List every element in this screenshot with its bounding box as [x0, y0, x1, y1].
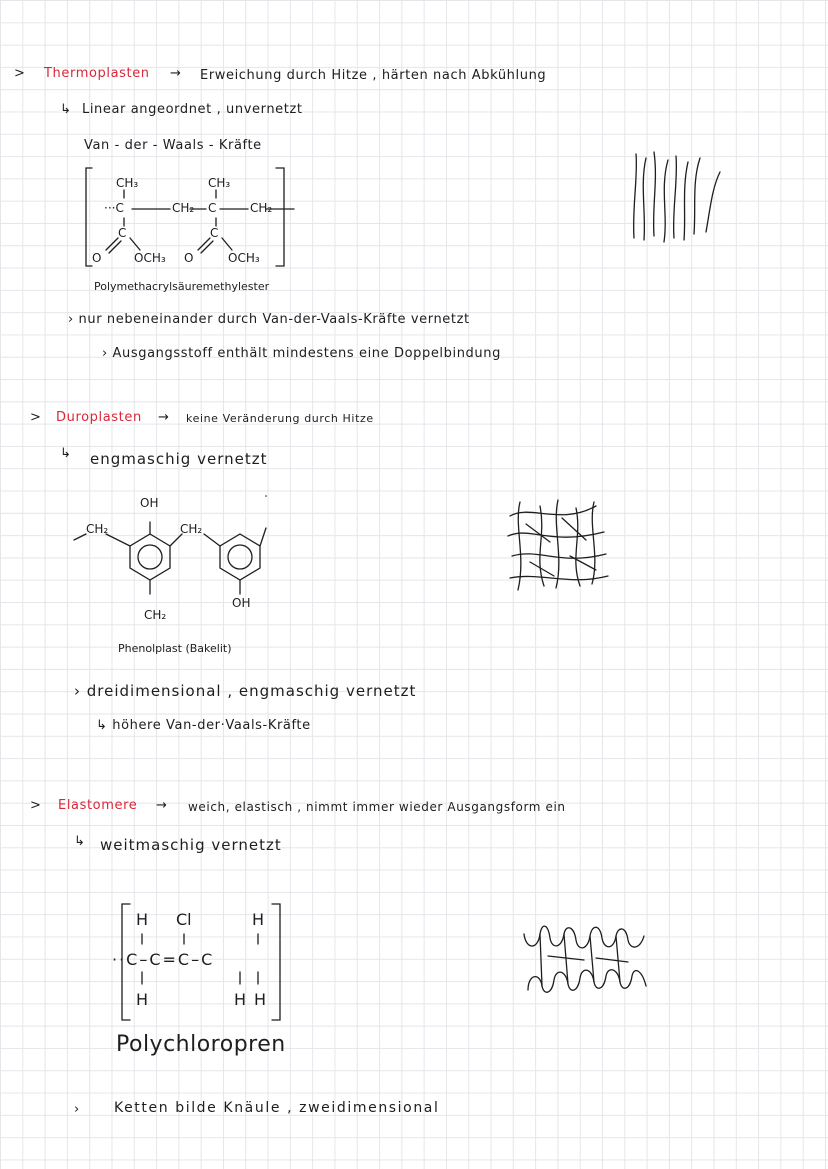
polychloropren-cl: Cl [176, 910, 192, 929]
bullet-duroplasten: > [30, 410, 42, 425]
polychloropren-h1: H [136, 910, 149, 929]
polychloropren-h2: H [252, 910, 265, 929]
pmma-c-low-a: C [118, 226, 127, 240]
pmma-c-low-b: C [210, 226, 219, 240]
pmma-compound-name: Polymethacrylsäuremethylester [94, 280, 270, 293]
pmma-chain-start: ···C [104, 201, 124, 215]
thermoplasten-forces: Van - der - Waals - Kräfte [84, 138, 262, 153]
duroplasten-note-2: ↳ höhere Van-der·Vaals-Kräfte [96, 718, 311, 733]
thermoplasten-property: Erweichung durch Hitze , härten nach Abkühlung [200, 68, 547, 83]
heading-thermoplasten: Thermoplasten [44, 66, 150, 81]
bullet-elastomere: > [30, 798, 42, 813]
heading-elastomere: Elastomere [58, 798, 138, 813]
sub-arrow-icon: ↳ [60, 102, 72, 117]
arrow-icon: → [170, 66, 182, 81]
polychloropren-h3: H [136, 990, 149, 1009]
pmma-ch3-left: CH₃ [116, 176, 139, 190]
polychloropren-compound-name: Polychloropren [116, 1032, 286, 1057]
bakelite-ch2-bottom: CH₂ [144, 608, 167, 622]
duroplasten-structure: engmaschig vernetzt [90, 450, 268, 468]
bullet-thermoplasten: > [14, 66, 26, 81]
pmma-o-a: O [92, 251, 102, 265]
bakelite-oh-top: OH [140, 496, 159, 510]
linear-chains-sketch [624, 148, 734, 248]
sub-arrow-icon: ↳ [60, 446, 72, 461]
pmma-ch2-b: CH₂ [250, 201, 273, 215]
polychloropren-chain: ··C–C=C–C [112, 950, 215, 969]
pmma-ch2-a: CH₂ [172, 201, 195, 215]
arrow-icon: → [156, 798, 168, 813]
bakelite-compound-name: Phenolplast (Bakelit) [118, 642, 232, 655]
bakelite-ch2-left: CH₂ [86, 522, 109, 536]
pmma-ch3-right: CH₃ [208, 176, 231, 190]
duroplasten-property: keine Veränderung durch Hitze [186, 412, 374, 425]
bakelite-ch2-mid: CH₂ [180, 522, 203, 536]
dense-network-sketch [500, 496, 620, 596]
pmma-o-b: O [184, 251, 194, 265]
loose-network-sketch [518, 920, 658, 1000]
pmma-c-mid: C [208, 201, 217, 215]
polychloropren-h5: H [254, 990, 267, 1009]
elastomere-note-bullet: › [74, 1102, 80, 1117]
thermoplasten-note-2: › Ausgangsstoff enthält mindestens eine Doppelbindung [102, 346, 501, 361]
pmma-och3-a: OCH₃ [134, 251, 166, 265]
bakelite-oh-bottom: OH [232, 596, 251, 610]
elastomere-property: weich, elastisch , nimmt immer wieder Ausgangsform ein [188, 800, 566, 814]
elastomere-structure: weitmaschig vernetzt [100, 836, 282, 854]
elastomere-note: Ketten bilde Knäule , zweidimensional [114, 1100, 440, 1116]
pmma-och3-b: OCH₃ [228, 251, 260, 265]
arrow-icon: → [158, 410, 170, 425]
duroplasten-note-1: › dreidimensional , engmaschig vernetzt [74, 682, 417, 700]
sub-arrow-icon: ↳ [74, 834, 86, 849]
heading-duroplasten: Duroplasten [56, 410, 142, 425]
thermoplasten-note-1: › nur nebeneinander durch Van-der-Vaals-Kräfte vernetzt [68, 312, 470, 327]
thermoplasten-structure: Linear angeordnet , unvernetzt [82, 102, 303, 117]
polychloropren-h4: H [234, 990, 247, 1009]
